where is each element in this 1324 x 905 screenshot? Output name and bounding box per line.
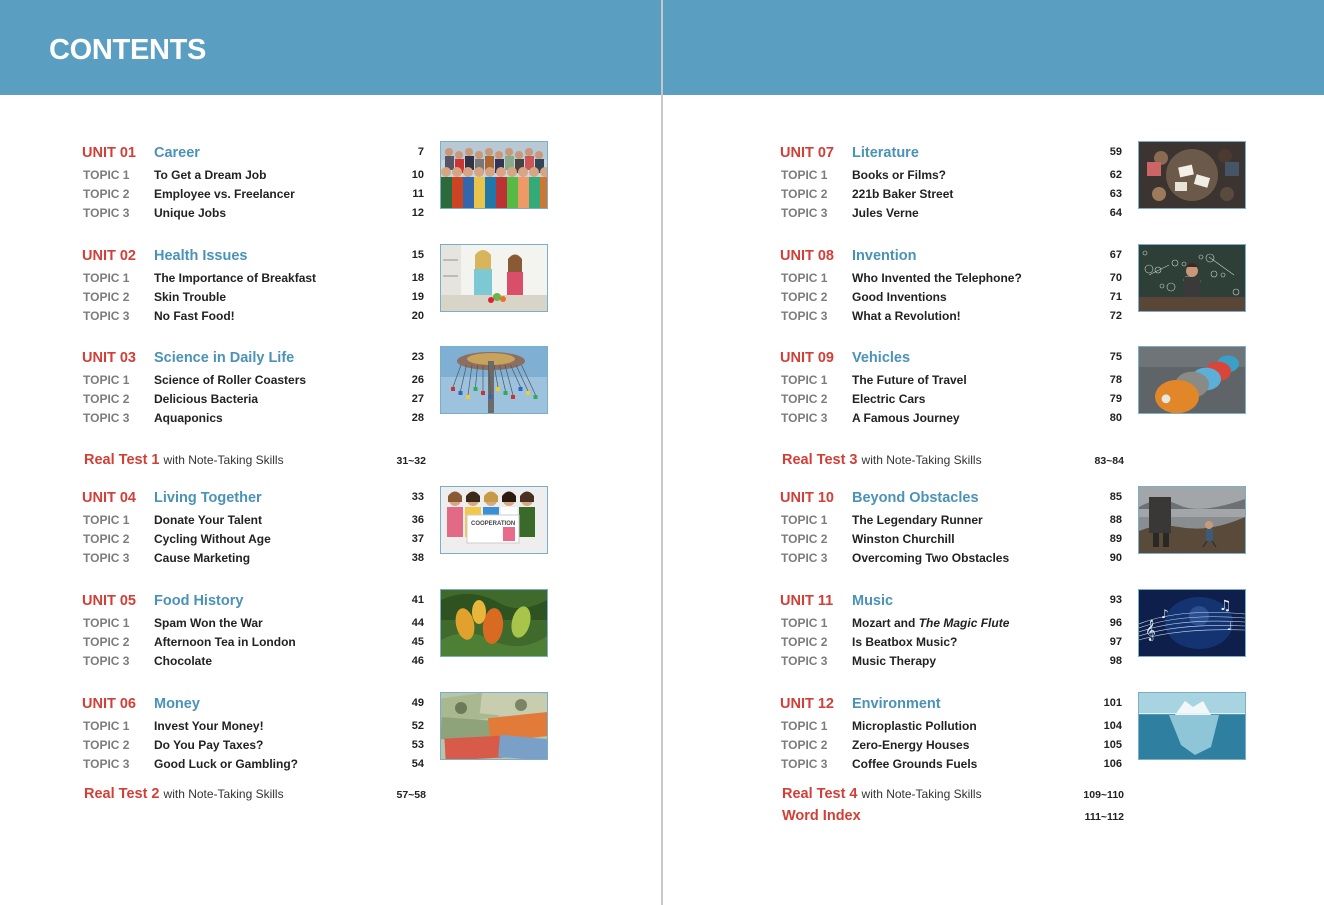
topic-row[interactable] bbox=[780, 290, 1122, 308]
topic-label: TOPIC 1 bbox=[781, 513, 828, 527]
topic-row[interactable] bbox=[780, 206, 1122, 224]
topic-title-text: A Famous Journey bbox=[852, 411, 960, 425]
topic-row[interactable] bbox=[82, 532, 424, 550]
topic-title bbox=[852, 187, 953, 201]
topic-title-text: Zero-Energy Houses bbox=[852, 738, 970, 752]
runner-photo bbox=[1138, 486, 1246, 554]
real-test-label bbox=[84, 786, 284, 802]
topic-label: TOPIC 1 bbox=[781, 373, 828, 387]
topic-title bbox=[154, 635, 296, 649]
topic-page-number: 44 bbox=[411, 617, 424, 629]
reading-table-photo bbox=[1138, 141, 1246, 209]
topic-page-number: 104 bbox=[1103, 720, 1122, 732]
real-test-entry[interactable] bbox=[782, 808, 1124, 828]
topic-title bbox=[852, 373, 967, 387]
svg-text:♩: ♩ bbox=[1227, 620, 1233, 633]
topic-title bbox=[154, 411, 223, 425]
topic-label: TOPIC 1 bbox=[781, 168, 828, 182]
real-test-subtitle: with Note-Taking Skills bbox=[861, 787, 982, 801]
topic-page-number: 38 bbox=[411, 552, 424, 564]
unit-page-number: 59 bbox=[1109, 146, 1122, 158]
unit-entry bbox=[780, 350, 1250, 425]
topic-label: TOPIC 1 bbox=[781, 616, 828, 630]
topic-title-text: Delicious Bacteria bbox=[154, 392, 259, 406]
topic-page-number: 70 bbox=[1109, 272, 1122, 284]
real-test-page-range: 109~110 bbox=[1083, 789, 1124, 801]
topic-label: TOPIC 2 bbox=[781, 532, 828, 546]
topic-row[interactable] bbox=[780, 757, 1122, 775]
real-test-label bbox=[782, 786, 982, 802]
topic-page-number: 71 bbox=[1109, 291, 1122, 303]
unit-name[interactable]: Invention bbox=[852, 248, 917, 264]
topic-row[interactable] bbox=[82, 411, 424, 429]
topic-page-number: 10 bbox=[411, 169, 424, 181]
topic-page-number: 78 bbox=[1109, 374, 1122, 386]
unit-code: UNIT 11 bbox=[780, 593, 834, 609]
page-gutter bbox=[661, 0, 663, 905]
topic-title-text: Microplastic Pollution bbox=[852, 719, 977, 733]
beetle-cars-photo bbox=[1138, 346, 1246, 414]
topic-page-number: 62 bbox=[1109, 169, 1122, 181]
topic-title bbox=[852, 290, 947, 304]
real-test-subtitle: with Note-Taking Skills bbox=[861, 453, 982, 467]
topic-title-text: Aquaponics bbox=[154, 411, 223, 425]
real-test-page-range: 57~58 bbox=[396, 789, 426, 801]
topic-title bbox=[852, 635, 957, 649]
topic-row[interactable] bbox=[780, 719, 1122, 737]
unit-entry bbox=[780, 248, 1250, 323]
unit-code: UNIT 04 bbox=[82, 490, 136, 506]
topic-title bbox=[852, 392, 925, 406]
real-test-page-range: 31~32 bbox=[396, 455, 426, 467]
unit-page-number: 41 bbox=[411, 594, 424, 606]
topic-title-text: Spam Won the War bbox=[154, 616, 263, 630]
unit-entry bbox=[82, 145, 552, 220]
topic-row[interactable] bbox=[780, 168, 1122, 186]
topic-title bbox=[852, 206, 919, 220]
topic-row[interactable] bbox=[780, 738, 1122, 756]
unit-code: UNIT 03 bbox=[82, 350, 136, 366]
topic-title bbox=[154, 373, 306, 387]
topic-label: TOPIC 1 bbox=[83, 271, 130, 285]
topic-title-text: No Fast Food! bbox=[154, 309, 235, 323]
topic-title bbox=[154, 206, 226, 220]
unit-code: UNIT 08 bbox=[780, 248, 834, 264]
topic-page-number: 36 bbox=[411, 514, 424, 526]
topic-title bbox=[154, 271, 316, 285]
svg-text:♫: ♫ bbox=[1219, 598, 1232, 614]
topic-title bbox=[852, 757, 977, 771]
page-title: CONTENTS bbox=[49, 34, 207, 66]
unit-page-number: 7 bbox=[417, 146, 424, 158]
topic-row[interactable] bbox=[82, 392, 424, 410]
topic-page-number: 37 bbox=[411, 533, 424, 545]
unit-name[interactable]: Science in Daily Life bbox=[154, 350, 295, 366]
unit-name[interactable]: Living Together bbox=[154, 490, 262, 506]
topic-title bbox=[154, 187, 295, 201]
topic-page-number: 96 bbox=[1109, 617, 1122, 629]
unit-entry bbox=[780, 593, 1250, 668]
topic-title-text: Do You Pay Taxes? bbox=[154, 738, 264, 752]
topic-label: TOPIC 2 bbox=[781, 392, 828, 406]
topic-page-number: 19 bbox=[411, 291, 424, 303]
topic-title bbox=[852, 654, 936, 668]
topic-title bbox=[852, 168, 946, 182]
real-test-title: Word Index bbox=[782, 808, 861, 824]
topic-row[interactable] bbox=[82, 513, 424, 531]
topic-row[interactable] bbox=[780, 654, 1122, 672]
topic-title-text: Music Therapy bbox=[852, 654, 937, 668]
topic-label: TOPIC 2 bbox=[83, 290, 130, 304]
real-test-entry[interactable] bbox=[782, 786, 1124, 806]
topic-title-text: The Legendary Runner bbox=[852, 513, 983, 527]
topic-row[interactable] bbox=[780, 271, 1122, 289]
topic-title bbox=[154, 719, 264, 733]
unit-name[interactable]: Money bbox=[154, 696, 200, 712]
topic-row[interactable] bbox=[82, 290, 424, 308]
topic-title bbox=[154, 757, 298, 771]
topic-page-number: 64 bbox=[1109, 207, 1122, 219]
topic-label: TOPIC 1 bbox=[83, 168, 130, 182]
unit-page-number: 93 bbox=[1109, 594, 1122, 606]
topic-row[interactable] bbox=[82, 551, 424, 569]
topic-label: TOPIC 3 bbox=[781, 309, 828, 323]
unit-page-number: 23 bbox=[411, 351, 424, 363]
topic-row[interactable] bbox=[82, 616, 424, 634]
topic-title bbox=[154, 738, 263, 752]
unit-name[interactable]: Music bbox=[852, 593, 894, 609]
topic-row[interactable] bbox=[780, 635, 1122, 653]
topic-title-text: Afternoon Tea in London bbox=[154, 635, 296, 649]
topic-title-text: Cycling Without Age bbox=[154, 532, 271, 546]
real-test-page-range: 111~112 bbox=[1084, 811, 1124, 823]
unit-page-number: 15 bbox=[411, 249, 424, 261]
topic-row[interactable] bbox=[780, 187, 1122, 205]
topic-title bbox=[154, 513, 262, 527]
unit-page-number: 101 bbox=[1103, 697, 1122, 709]
topic-title-text: Electric Cars bbox=[852, 392, 926, 406]
topic-label: TOPIC 2 bbox=[83, 187, 130, 201]
topic-page-number: 27 bbox=[411, 393, 424, 405]
topic-title-text: Books or Films? bbox=[852, 168, 947, 182]
topic-page-number: 45 bbox=[411, 636, 424, 648]
topic-page-number: 88 bbox=[1109, 514, 1122, 526]
topic-label: TOPIC 1 bbox=[83, 513, 130, 527]
real-test-label bbox=[84, 452, 284, 468]
real-test-subtitle: with Note-Taking Skills bbox=[163, 787, 284, 801]
topic-title bbox=[154, 532, 271, 546]
unit-page-number: 85 bbox=[1109, 491, 1122, 503]
unit-page-number: 33 bbox=[411, 491, 424, 503]
topic-label: TOPIC 3 bbox=[83, 757, 130, 771]
topic-title-text: Unique Jobs bbox=[154, 206, 227, 220]
real-test-entry[interactable] bbox=[782, 452, 1124, 472]
topic-title bbox=[852, 738, 969, 752]
topic-row[interactable] bbox=[82, 738, 424, 756]
real-test-title: Real Test 1 bbox=[84, 452, 160, 468]
topic-title-text: Good Inventions bbox=[852, 290, 947, 304]
unit-page-number: 75 bbox=[1109, 351, 1122, 363]
topic-title-text: Good Luck or Gambling? bbox=[154, 757, 298, 771]
topic-title-text: Overcoming Two Obstacles bbox=[852, 551, 1010, 565]
real-test-label bbox=[782, 808, 861, 824]
topic-label: TOPIC 2 bbox=[83, 392, 130, 406]
topic-title-text: Donate Your Talent bbox=[154, 513, 263, 527]
topic-row[interactable] bbox=[780, 411, 1122, 429]
topic-label: TOPIC 2 bbox=[83, 635, 130, 649]
unit-page-number: 49 bbox=[411, 697, 424, 709]
banknotes-photo bbox=[440, 692, 548, 760]
topic-label: TOPIC 2 bbox=[83, 738, 130, 752]
topic-page-number: 54 bbox=[411, 758, 424, 770]
unit-code: UNIT 05 bbox=[82, 593, 136, 609]
topic-page-number: 46 bbox=[411, 655, 424, 667]
topic-label: TOPIC 1 bbox=[83, 373, 130, 387]
topic-label: TOPIC 3 bbox=[781, 411, 828, 425]
topic-label: TOPIC 3 bbox=[781, 654, 828, 668]
topic-label: TOPIC 3 bbox=[83, 206, 130, 220]
unit-name[interactable]: Literature bbox=[852, 145, 919, 161]
topic-row[interactable] bbox=[780, 551, 1122, 569]
topic-label: TOPIC 3 bbox=[83, 309, 130, 323]
header-band-left bbox=[0, 0, 661, 95]
topic-page-number: 90 bbox=[1109, 552, 1122, 564]
unit-name[interactable]: Beyond Obstacles bbox=[852, 490, 979, 506]
kitchen-photo bbox=[440, 244, 548, 312]
topic-title-text: Skin Trouble bbox=[154, 290, 227, 304]
topic-title bbox=[852, 719, 977, 733]
unit-entry bbox=[82, 248, 552, 323]
chalkboard-photo bbox=[1138, 244, 1246, 312]
topic-label: TOPIC 1 bbox=[781, 271, 828, 285]
topic-title-text: Employee vs. Freelancer bbox=[154, 187, 295, 201]
unit-code: UNIT 06 bbox=[82, 696, 136, 712]
topic-title-text: Invest Your Money! bbox=[154, 719, 264, 733]
svg-text:♪: ♪ bbox=[1161, 607, 1169, 621]
unit-name[interactable]: Health Issues bbox=[154, 248, 248, 264]
topic-label: TOPIC 2 bbox=[83, 532, 130, 546]
topic-title-text: Is Beatbox Music? bbox=[852, 635, 958, 649]
topic-page-number: 18 bbox=[411, 272, 424, 284]
unit-entry bbox=[82, 593, 552, 668]
topic-title bbox=[154, 168, 266, 182]
topic-page-number: 106 bbox=[1103, 758, 1122, 770]
topic-title-italic: The Magic Flute bbox=[918, 616, 1010, 630]
topic-page-number: 12 bbox=[411, 207, 424, 219]
topic-page-number: 79 bbox=[1109, 393, 1122, 405]
topic-label: TOPIC 1 bbox=[781, 719, 828, 733]
topic-title bbox=[852, 309, 961, 323]
topic-label: TOPIC 2 bbox=[781, 635, 828, 649]
topic-page-number: 63 bbox=[1109, 188, 1122, 200]
unit-code: UNIT 02 bbox=[82, 248, 136, 264]
unit-entry bbox=[780, 490, 1250, 565]
unit-code: UNIT 09 bbox=[780, 350, 834, 366]
topic-title bbox=[154, 654, 212, 668]
topic-page-number: 28 bbox=[411, 412, 424, 424]
unit-code: UNIT 07 bbox=[780, 145, 834, 161]
unit-name[interactable]: Career bbox=[154, 145, 200, 161]
unit-entry bbox=[780, 145, 1250, 220]
topic-row[interactable] bbox=[82, 206, 424, 224]
topic-title-text: The Importance of Breakfast bbox=[154, 271, 317, 285]
topic-page-number: 72 bbox=[1109, 310, 1122, 322]
topic-title-text: Winston Churchill bbox=[852, 532, 955, 546]
topic-row[interactable] bbox=[82, 635, 424, 653]
topic-row[interactable] bbox=[780, 513, 1122, 531]
topic-row[interactable] bbox=[780, 373, 1122, 391]
unit-code: UNIT 01 bbox=[82, 145, 136, 161]
topic-row[interactable] bbox=[780, 616, 1122, 634]
topic-title bbox=[852, 551, 1009, 565]
topic-title bbox=[852, 411, 960, 425]
topic-title-text: Coffee Grounds Fuels bbox=[852, 757, 978, 771]
topic-row[interactable] bbox=[82, 271, 424, 289]
topic-label: TOPIC 2 bbox=[781, 290, 828, 304]
topic-label: TOPIC 2 bbox=[781, 187, 828, 201]
topic-title bbox=[154, 290, 226, 304]
topic-title bbox=[154, 551, 250, 565]
topic-label: TOPIC 3 bbox=[83, 654, 130, 668]
topic-label: TOPIC 1 bbox=[83, 616, 130, 630]
topic-title bbox=[852, 532, 955, 546]
unit-entry bbox=[82, 350, 552, 425]
unit-entry bbox=[780, 696, 1250, 771]
topic-label: TOPIC 1 bbox=[83, 719, 130, 733]
header-band-right bbox=[663, 0, 1324, 95]
real-test-title: Real Test 3 bbox=[782, 452, 858, 468]
real-test-entry[interactable] bbox=[84, 786, 426, 806]
topic-title-text: Jules Verne bbox=[852, 206, 919, 220]
topic-row[interactable] bbox=[82, 757, 424, 775]
real-test-label bbox=[782, 452, 982, 468]
topic-title-text: 221b Baker Street bbox=[852, 187, 954, 201]
topic-title-text: What a Revolution! bbox=[852, 309, 961, 323]
topic-title-text: Chocolate bbox=[154, 654, 213, 668]
unit-code: UNIT 10 bbox=[780, 490, 834, 506]
topic-page-number: 53 bbox=[411, 739, 424, 751]
unit-name[interactable]: Vehicles bbox=[852, 350, 911, 366]
real-test-title: Real Test 2 bbox=[84, 786, 160, 802]
topic-page-number: 97 bbox=[1109, 636, 1122, 648]
topic-page-number: 52 bbox=[411, 720, 424, 732]
topic-title-text: Mozart and bbox=[852, 616, 916, 630]
real-test-entry[interactable] bbox=[84, 452, 426, 472]
cacao-photo bbox=[440, 589, 548, 657]
topic-title bbox=[154, 616, 263, 630]
topic-title bbox=[852, 271, 1022, 285]
topic-page-number: 20 bbox=[411, 310, 424, 322]
topic-title bbox=[154, 392, 258, 406]
iceberg-photo bbox=[1138, 692, 1246, 760]
topic-page-number: 98 bbox=[1109, 655, 1122, 667]
topic-label: TOPIC 3 bbox=[83, 411, 130, 425]
unit-entry bbox=[82, 696, 552, 771]
topic-page-number: 80 bbox=[1109, 412, 1122, 424]
music-notes-photo bbox=[1138, 589, 1246, 657]
real-test-page-range: 83~84 bbox=[1094, 455, 1124, 467]
topic-title-text: Who Invented the Telephone? bbox=[852, 271, 1022, 285]
topic-row[interactable] bbox=[780, 392, 1122, 410]
svg-text:COOPERATION: COOPERATION bbox=[471, 521, 516, 527]
real-test-title: Real Test 4 bbox=[782, 786, 858, 802]
topic-title-text: To Get a Dream Job bbox=[154, 168, 267, 182]
topic-title bbox=[852, 616, 1009, 630]
topic-row[interactable] bbox=[82, 719, 424, 737]
topic-page-number: 89 bbox=[1109, 533, 1122, 545]
swing-ride-photo bbox=[440, 346, 548, 414]
topic-label: TOPIC 3 bbox=[781, 551, 828, 565]
topic-row[interactable] bbox=[82, 373, 424, 391]
topic-row[interactable] bbox=[82, 309, 424, 327]
topic-label: TOPIC 3 bbox=[781, 757, 828, 771]
topic-label: TOPIC 2 bbox=[781, 738, 828, 752]
unit-entry bbox=[82, 490, 552, 565]
topic-title-text: The Future of Travel bbox=[852, 373, 967, 387]
unit-page-number: 67 bbox=[1109, 249, 1122, 261]
topic-label: TOPIC 3 bbox=[83, 551, 130, 565]
real-test-subtitle: with Note-Taking Skills bbox=[163, 453, 284, 467]
topic-row[interactable] bbox=[780, 532, 1122, 550]
topic-title bbox=[852, 513, 983, 527]
crowd-photo bbox=[440, 141, 548, 209]
unit-name[interactable]: Food History bbox=[154, 593, 244, 609]
unit-name[interactable]: Environment bbox=[852, 696, 941, 712]
topic-page-number: 11 bbox=[412, 188, 424, 200]
topic-row[interactable] bbox=[82, 654, 424, 672]
topic-title-text: Cause Marketing bbox=[154, 551, 251, 565]
topic-title-text: Science of Roller Coasters bbox=[154, 373, 307, 387]
topic-page-number: 26 bbox=[411, 374, 424, 386]
cooperation-photo bbox=[440, 486, 548, 554]
topic-row[interactable] bbox=[82, 168, 424, 186]
unit-code: UNIT 12 bbox=[780, 696, 834, 712]
topic-page-number: 105 bbox=[1103, 739, 1122, 751]
svg-text:𝄞: 𝄞 bbox=[1145, 620, 1156, 641]
topic-label: TOPIC 3 bbox=[781, 206, 828, 220]
topic-row[interactable] bbox=[780, 309, 1122, 327]
topic-title bbox=[154, 309, 235, 323]
topic-row[interactable] bbox=[82, 187, 424, 205]
